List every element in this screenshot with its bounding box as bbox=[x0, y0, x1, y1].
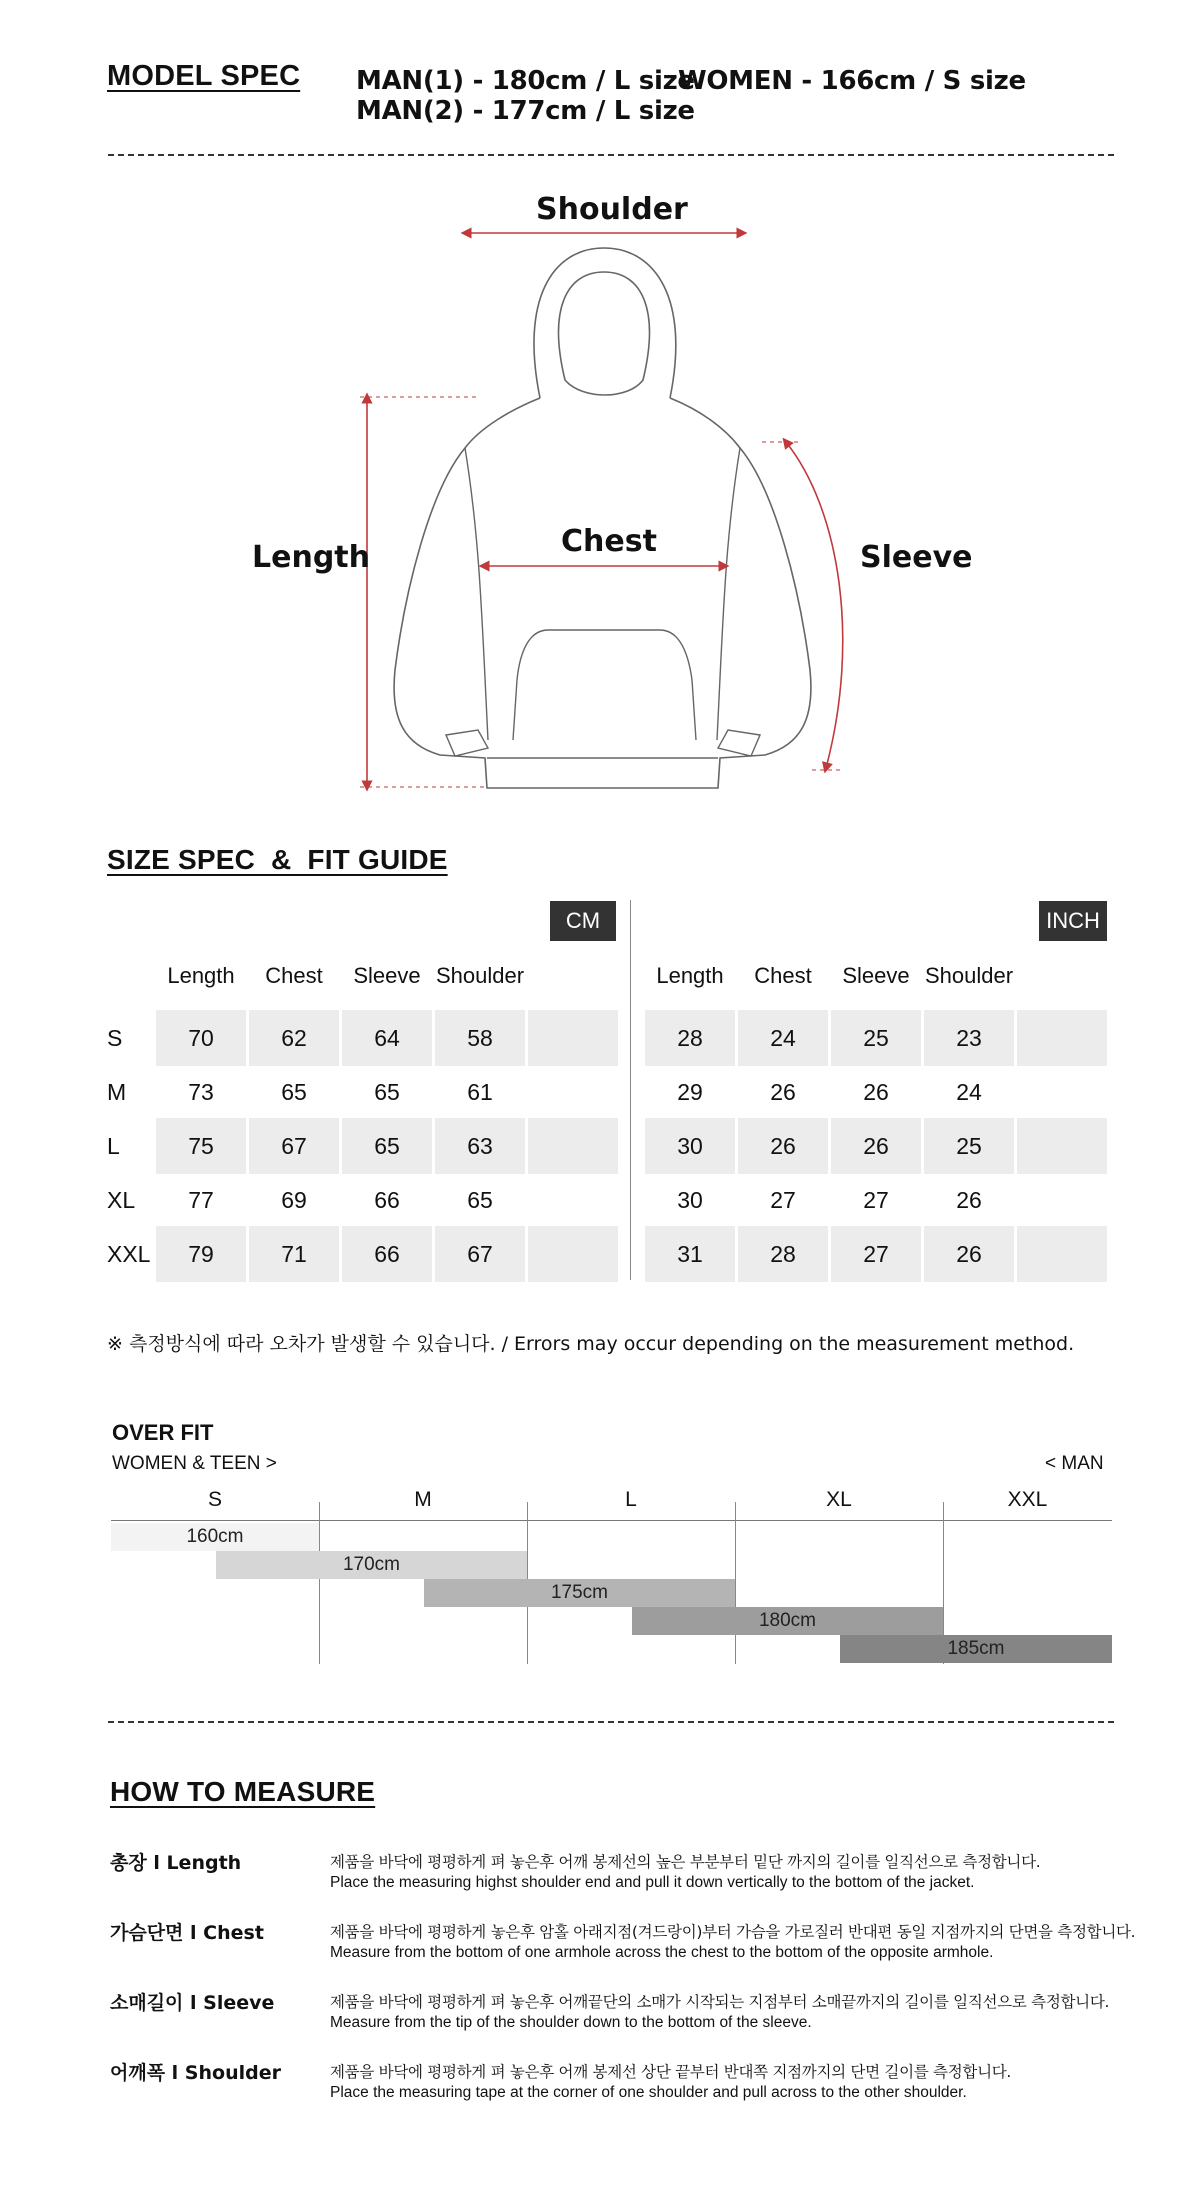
inch-cell: 26 bbox=[863, 1079, 889, 1105]
cm-cell: 73 bbox=[188, 1079, 214, 1105]
inch-cell: 31 bbox=[645, 1226, 735, 1282]
fit-bar-170cm: 170cm bbox=[216, 1551, 527, 1579]
cm-cell: 65 bbox=[374, 1079, 400, 1105]
hoodie-diagram bbox=[0, 160, 1200, 810]
inch-cell: 26 bbox=[770, 1079, 796, 1105]
fit-size-l: L bbox=[625, 1488, 637, 1511]
inch-cell: 24 bbox=[738, 1010, 828, 1066]
measure-desc-ko: 제품을 바닥에 평평하게 펴 놓은후 어깨끝단의 소매가 시작되는 지점부터 소매끝까지의 길이를 일직선으로 측정합니다. bbox=[330, 1993, 1110, 2011]
inch-header-shoulder: Shoulder bbox=[924, 963, 1014, 988]
model-spec-man2: MAN(2) - 177cm / L size bbox=[356, 96, 695, 126]
cm-cell: 69 bbox=[281, 1187, 307, 1213]
cm-cell: 71 bbox=[249, 1226, 339, 1282]
size-spec-title: SIZE SPEC & FIT GUIDE bbox=[107, 844, 448, 875]
cm-cell: 79 bbox=[156, 1226, 246, 1282]
measure-desc-en: Place the measuring highst shoulder end and pull it down vertically to the bottom of the jacket. bbox=[330, 1874, 975, 1891]
cm-cell: 65 bbox=[281, 1079, 307, 1105]
cm-cell: 61 bbox=[467, 1079, 493, 1105]
cm-cell: 67 bbox=[249, 1118, 339, 1174]
fit-size-xxl: XXL bbox=[1007, 1488, 1048, 1511]
cm-cell bbox=[528, 1172, 618, 1228]
cm-cell: 66 bbox=[342, 1226, 432, 1282]
measure-label: 가슴단면 l Chest bbox=[110, 1922, 264, 1944]
fit-bar-185cm: 185cm bbox=[840, 1635, 1112, 1663]
cm-header-length: Length bbox=[167, 963, 235, 988]
how-to-measure-title: HOW TO MEASURE bbox=[110, 1776, 376, 1807]
left-cuff bbox=[446, 730, 488, 756]
inch-unit-badge: INCH bbox=[1039, 901, 1107, 941]
model-spec-title: MODEL SPEC bbox=[107, 60, 301, 92]
divider-top bbox=[108, 154, 1114, 156]
inch-header-chest: Chest bbox=[754, 963, 812, 988]
cm-cell: 65 bbox=[342, 1118, 432, 1174]
cm-cell: 63 bbox=[435, 1118, 525, 1174]
measure-label: 소매길이 l Sleeve bbox=[110, 1992, 275, 2014]
fit-axis-line bbox=[111, 1520, 1112, 1521]
measure-label: 어깨폭 l Shoulder bbox=[110, 2062, 281, 2084]
inch-cell: 23 bbox=[924, 1010, 1014, 1066]
left-sleeve-seam bbox=[465, 448, 488, 740]
divider-bottom bbox=[108, 1721, 1114, 1723]
measure-desc-ko: 제품을 바닥에 평평하게 펴 놓은후 어깨 봉제선의 높은 부분부터 밑단 까지의 길이를 일직선으로 측정합니다. bbox=[330, 1853, 1041, 1871]
inch-cell: 27 bbox=[863, 1187, 889, 1213]
length-label: Length bbox=[252, 540, 370, 575]
cm-unit-badge: CM bbox=[550, 901, 616, 941]
inch-header-sleeve: Sleeve bbox=[842, 963, 910, 988]
inch-header-length: Length bbox=[656, 963, 724, 988]
fit-size-xl: XL bbox=[826, 1488, 852, 1511]
cm-cell: 70 bbox=[156, 1010, 246, 1066]
cm-header-sleeve: Sleeve bbox=[353, 963, 421, 988]
shoulder-label: Shoulder bbox=[536, 192, 688, 227]
fit-bar-175cm: 175cm bbox=[424, 1579, 735, 1607]
body-outline bbox=[394, 398, 811, 788]
measure-desc-en: Place the measuring tape at the corner of one shoulder and pull across to the other shoulder. bbox=[330, 2084, 967, 2101]
cm-cell bbox=[528, 1226, 618, 1282]
fit-bar-180cm: 180cm bbox=[632, 1607, 943, 1635]
measure-label: 총장 l Length bbox=[110, 1852, 242, 1874]
cm-cell bbox=[528, 1118, 618, 1174]
inch-cell: 24 bbox=[956, 1079, 982, 1105]
right-sleeve-seam bbox=[717, 448, 740, 740]
cm-cell: 62 bbox=[249, 1010, 339, 1066]
cm-cell: 64 bbox=[342, 1010, 432, 1066]
cm-cell: 77 bbox=[188, 1187, 214, 1213]
inch-cell bbox=[1017, 1226, 1107, 1282]
fit-right-label: < MAN bbox=[1045, 1453, 1104, 1474]
cm-cell: 66 bbox=[374, 1187, 400, 1213]
inch-cell: 29 bbox=[677, 1079, 703, 1105]
inch-cell bbox=[1017, 1064, 1107, 1120]
measure-desc-ko: 제품을 바닥에 평평하게 놓은후 암홀 아래지점(겨드랑이)부터 가슴을 가로질러 반대편 동일 지점까지의 단면을 측정합니다. bbox=[330, 1923, 1136, 1941]
fit-left-label: WOMEN & TEEN > bbox=[112, 1453, 277, 1474]
measure-desc-en: Measure from the tip of the shoulder down to the bottom of the sleeve. bbox=[330, 2014, 812, 2031]
cm-cell bbox=[528, 1010, 618, 1066]
fit-bar-160cm: 160cm bbox=[111, 1523, 319, 1551]
size-row-label: XXL bbox=[107, 1241, 151, 1267]
inch-cell: 25 bbox=[924, 1118, 1014, 1174]
fit-title: OVER FIT bbox=[112, 1420, 214, 1445]
inch-cell: 30 bbox=[645, 1118, 735, 1174]
chest-label: Chest bbox=[561, 524, 657, 559]
fit-size-s: S bbox=[207, 1488, 222, 1511]
fit-size-m: M bbox=[414, 1488, 432, 1511]
inch-cell: 26 bbox=[831, 1118, 921, 1174]
inch-cell bbox=[1017, 1010, 1107, 1066]
cm-cell: 58 bbox=[435, 1010, 525, 1066]
fit-grid-line bbox=[735, 1502, 736, 1664]
size-row-label: XL bbox=[107, 1187, 136, 1213]
measure-desc-ko: 제품을 바닥에 평평하게 펴 놓은후 어깨 봉제선 상단 끝부터 반대쪽 지점까지의 단면 길이를 측정합니다. bbox=[330, 2063, 1012, 2081]
inch-cell: 27 bbox=[770, 1187, 796, 1213]
cm-cell bbox=[528, 1064, 618, 1120]
cm-header-shoulder: Shoulder bbox=[435, 963, 525, 988]
inch-cell: 30 bbox=[677, 1187, 703, 1213]
inch-cell: 28 bbox=[738, 1226, 828, 1282]
sleeve-label: Sleeve bbox=[860, 540, 973, 575]
pocket bbox=[513, 630, 696, 740]
cm-cell: 75 bbox=[156, 1118, 246, 1174]
inch-cell bbox=[1017, 1172, 1107, 1228]
inch-cell: 27 bbox=[831, 1226, 921, 1282]
right-cuff bbox=[718, 730, 760, 756]
cm-header-chest: Chest bbox=[265, 963, 323, 988]
inch-cell: 25 bbox=[831, 1010, 921, 1066]
inch-cell: 26 bbox=[924, 1226, 1014, 1282]
table-divider bbox=[630, 900, 631, 1280]
measurement-note: ※ 측정방식에 따라 오차가 발생할 수 있습니다. / Errors may occur depending on the measurement method. bbox=[107, 1333, 1075, 1355]
inch-cell: 26 bbox=[738, 1118, 828, 1174]
inch-cell: 26 bbox=[956, 1187, 982, 1213]
inch-cell: 28 bbox=[645, 1010, 735, 1066]
fit-grid-line bbox=[319, 1502, 320, 1664]
inch-cell bbox=[1017, 1118, 1107, 1174]
model-spec-man1: MAN(1) - 180cm / L size bbox=[356, 66, 695, 96]
cm-cell: 67 bbox=[435, 1226, 525, 1282]
size-row-label: S bbox=[107, 1025, 123, 1051]
cm-cell: 65 bbox=[467, 1187, 493, 1213]
model-spec-women: WOMEN - 166cm / S size bbox=[678, 66, 1026, 96]
size-row-label: L bbox=[107, 1133, 120, 1159]
measure-desc-en: Measure from the bottom of one armhole across the chest to the bottom of the opposite armhole. bbox=[330, 1944, 994, 1961]
hood-outline bbox=[534, 248, 676, 398]
size-row-label: M bbox=[107, 1079, 127, 1105]
hood-opening bbox=[559, 272, 650, 395]
